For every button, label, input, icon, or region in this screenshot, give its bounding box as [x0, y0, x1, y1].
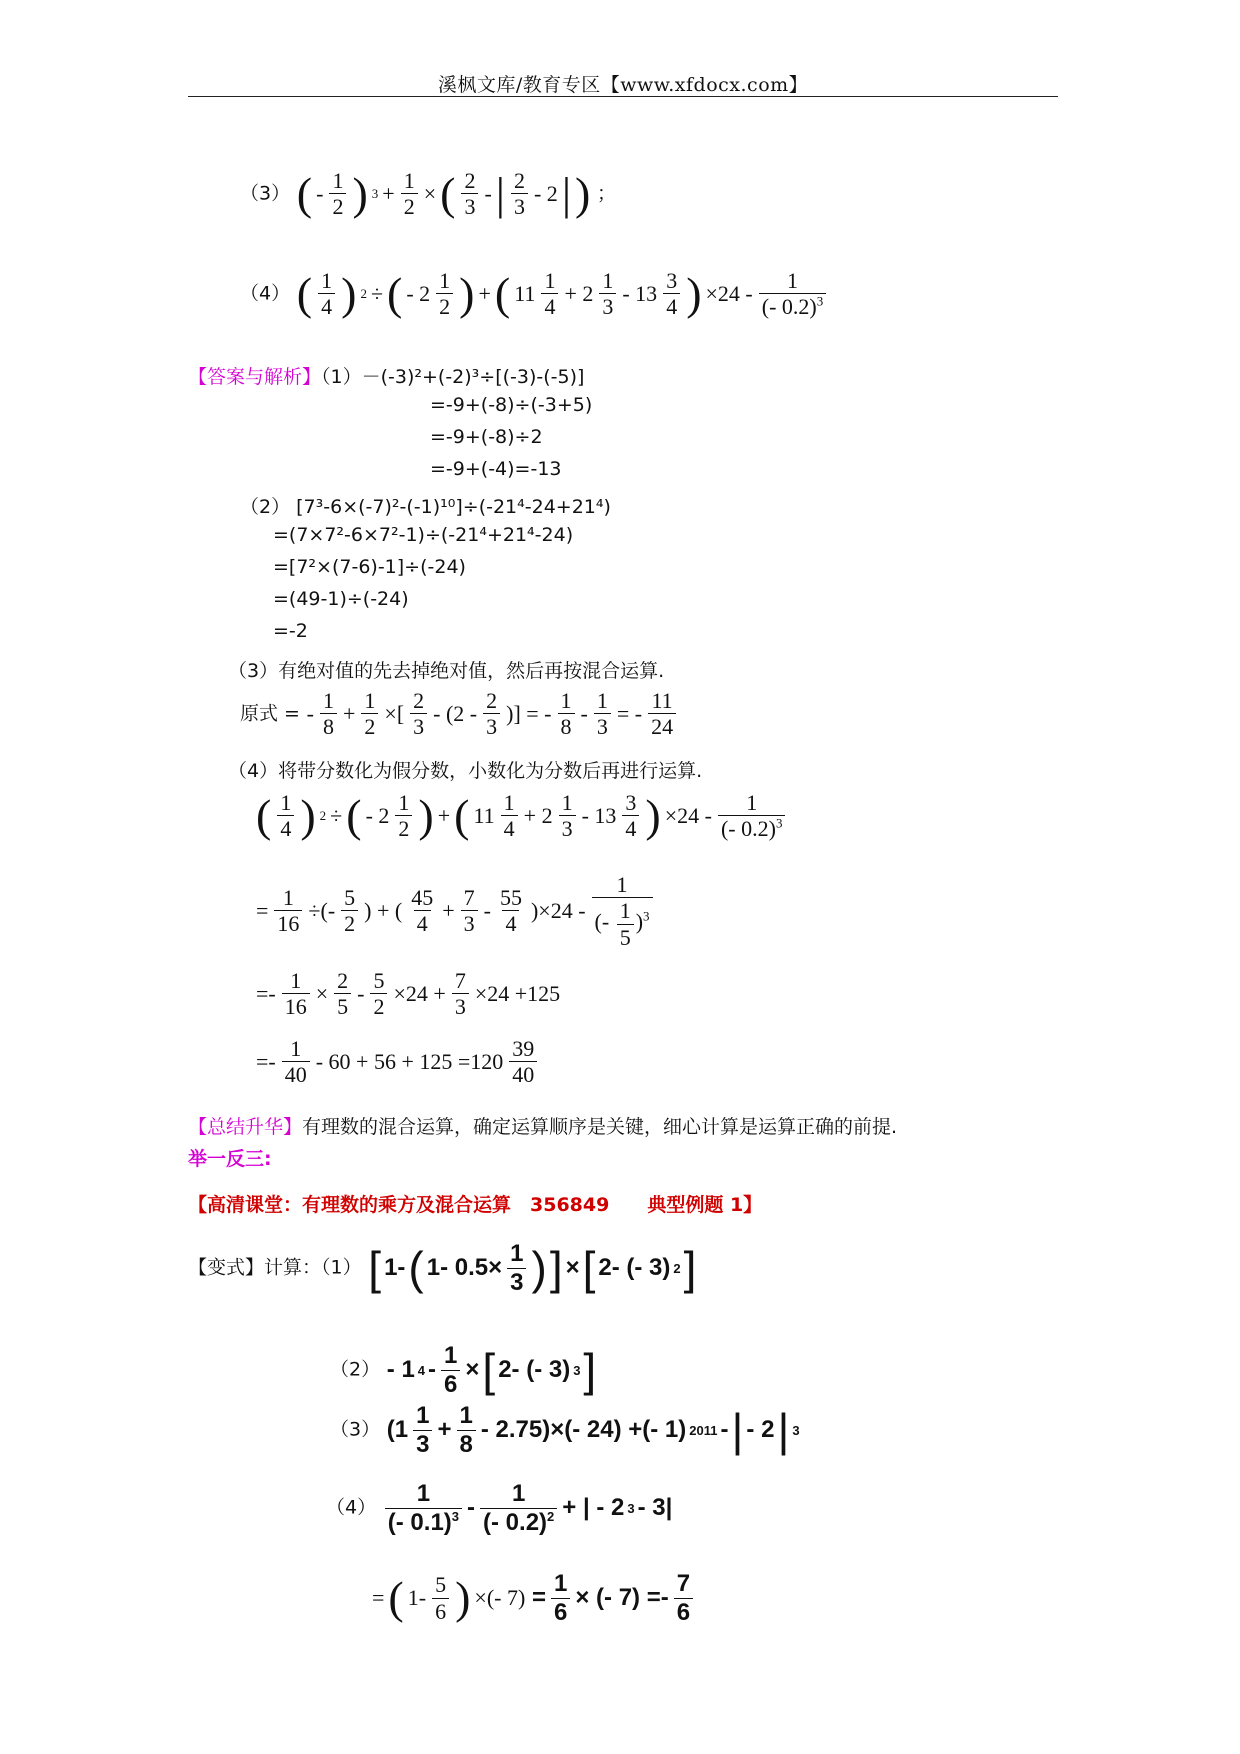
answer-step-4-line-4 — [256, 1036, 539, 1088]
answer-step-2-line-5: =-2 — [273, 620, 308, 642]
answer-step-1-line-4: =-9+(-4)=-13 — [430, 458, 562, 480]
answer-step-2-line-2: =(7×7²-6×7²-1)÷(-21⁴+21⁴-24) — [273, 524, 574, 546]
answer-tag: 【答案与解析】 — [188, 366, 322, 388]
variant-3-expression: (1 $\frac{1}{3}$ + $\frac{1}{8}$ - 2.75)×(- 24) +(- 1) 2011 - | - 2 | 3 — [386, 1402, 800, 1458]
answer-step-4-text: （4）将带分数化为假分数，小数化为分数后再进行运算. — [228, 760, 703, 782]
answer-step-3-text: （3）有绝对值的先去掉绝对值，然后再按混合运算. — [228, 660, 665, 682]
variant-tag: 【变式】计算：（1） — [188, 1256, 362, 1279]
answer-step-2-line-1: （2） [7³-6×(-7)²-(-1)¹⁰]÷(-21⁴-24+21⁴) — [240, 496, 611, 518]
variant-4-result-part-2: = $\frac{1}{6}$ × (- 7) =- $\frac{7}{6}$ — [532, 1570, 695, 1626]
variant-1-expression: [ 1- ( 1- 0.5× $\frac{1}{3}$ ) ] × [ 2- (- 3) 2 ] — [368, 1240, 697, 1296]
variant-2-expression: - 1 4 - $\frac{1}{6}$ × [ 2- (- 3) 3 ] — [386, 1342, 597, 1398]
variant-2-label: （2） — [330, 1358, 381, 1381]
answer-step-2-line-3: =[7²×(7-6)-1]÷(-24) — [273, 556, 466, 578]
problem-3-expression: ( - $\frac{1}{2}$ ) 3 + $\frac{1}{2}$ × ( $\frac{2}{3}$ - | $\frac{2}{3}$ - 2 | ) — [296, 167, 591, 220]
variant-2 — [330, 1342, 596, 1398]
problem-4 — [240, 268, 828, 320]
answer-step-4-expr-4: =- $\frac{1}{40}$ - 60 + 56 + 125 =120 $\frac{39}{40}$ — [256, 1036, 539, 1088]
answer-step-3-prefix: 原式 = — [240, 702, 300, 725]
answer-step-4-expr-3: =- $\frac{1}{16}$ × $\frac{2}{5}$ - $\frac{5}{2}$ ×24 + $\frac{7}{3}$ ×24 +125 — [256, 968, 561, 1020]
header-divider — [188, 96, 1058, 97]
variant-1 — [188, 1240, 696, 1296]
answer-step-4-expr-1: ( $\frac{1}{4}$ ) 2 ÷ ( - 2 $\frac{1}{2}$ ) + ( 11 $\frac{1}{4}$ + 2 $\frac{1}{3}$ - 13 $\frac{3}{4}$ ) ×24 - $\frac{1}{(- 0.2)^3}$ — [256, 790, 787, 842]
answer-step-1-line-3: =-9+(-8)÷2 — [430, 426, 543, 448]
problem-3-label: （3） — [240, 182, 291, 205]
problem-4-label: （4） — [240, 282, 291, 305]
answer-step-3-expression: - $\frac{1}{8}$ + $\frac{1}{2}$ ×[ $\frac{2}{3}$ - (2 - $\frac{2}{3}$ )] = - $\frac{1}{8}$ - $\frac{1}{3}$ = - $\frac{11}{24}$ — [307, 688, 678, 740]
answer-step-3-formula — [240, 688, 678, 740]
answer-step-1-line-2: =-9+(-8)÷(-3+5) — [430, 394, 593, 416]
summary-text: 有理数的混合运算，确定运算顺序是关键，细心计算是运算正确的前提. — [302, 1116, 898, 1138]
answer-step-4-line-1 — [256, 790, 787, 842]
practice-heading: 举一反三: — [188, 1148, 272, 1170]
practice-banner: 【高清课堂：有理数的乘方及混合运算 356849 典型例题 1】 — [188, 1194, 763, 1216]
problem-4-expression: ( $\frac{1}{4}$ ) 2 ÷ ( - 2 $\frac{1}{2}$ ) + ( 11 $\frac{1}{4}$ + 2 $\frac{1}{3}$ - 13 $\frac{3}{4}$ ) ×24 - $\frac{1}{(- 0.2)^3}$ — [297, 268, 828, 320]
answer-step-1-line-1 — [188, 362, 584, 389]
answer-1-text: （1）－(-3)²+(-2)³÷[(-3)-(-5)] — [321, 366, 585, 388]
problem-3-tail: ； — [597, 182, 617, 205]
answer-step-4-expr-2: = $\frac{1}{16}$ ÷(- $\frac{5}{2}$ ) + ( $\frac{45}{4}$ + $\frac{7}{3}$ - $\frac{55}{4}$ )×24 - 1 (- $\frac{1}{5}$ )$^3$ — [256, 872, 655, 950]
page-header-title: 溪枫文库/教育专区【www.xfdocx.com】 — [437, 74, 809, 96]
summary-tag: 【总结升华】 — [188, 1116, 303, 1138]
variant-4 — [326, 1480, 672, 1536]
problem-3 — [240, 168, 616, 220]
summary — [188, 1112, 897, 1139]
variant-3-label: （3） — [330, 1418, 381, 1441]
answer-step-2-line-4: =(49-1)÷(-24) — [273, 588, 409, 610]
variant-4-expression: $\frac{1}{(- 0.1)^3}$ - $\frac{1}{(- 0.2)^2}$ + | - 2 3 - 3| — [383, 1480, 673, 1536]
variant-4-result-part-1: = ( 1- $\frac{5}{6}$ ) ×(- 7) — [372, 1572, 526, 1624]
variant-4-result — [372, 1570, 695, 1626]
variant-3 — [330, 1402, 800, 1458]
variant-4-label: （4） — [326, 1496, 377, 1519]
answer-step-4-line-2 — [256, 872, 655, 950]
answer-step-4-line-3 — [256, 968, 560, 1020]
